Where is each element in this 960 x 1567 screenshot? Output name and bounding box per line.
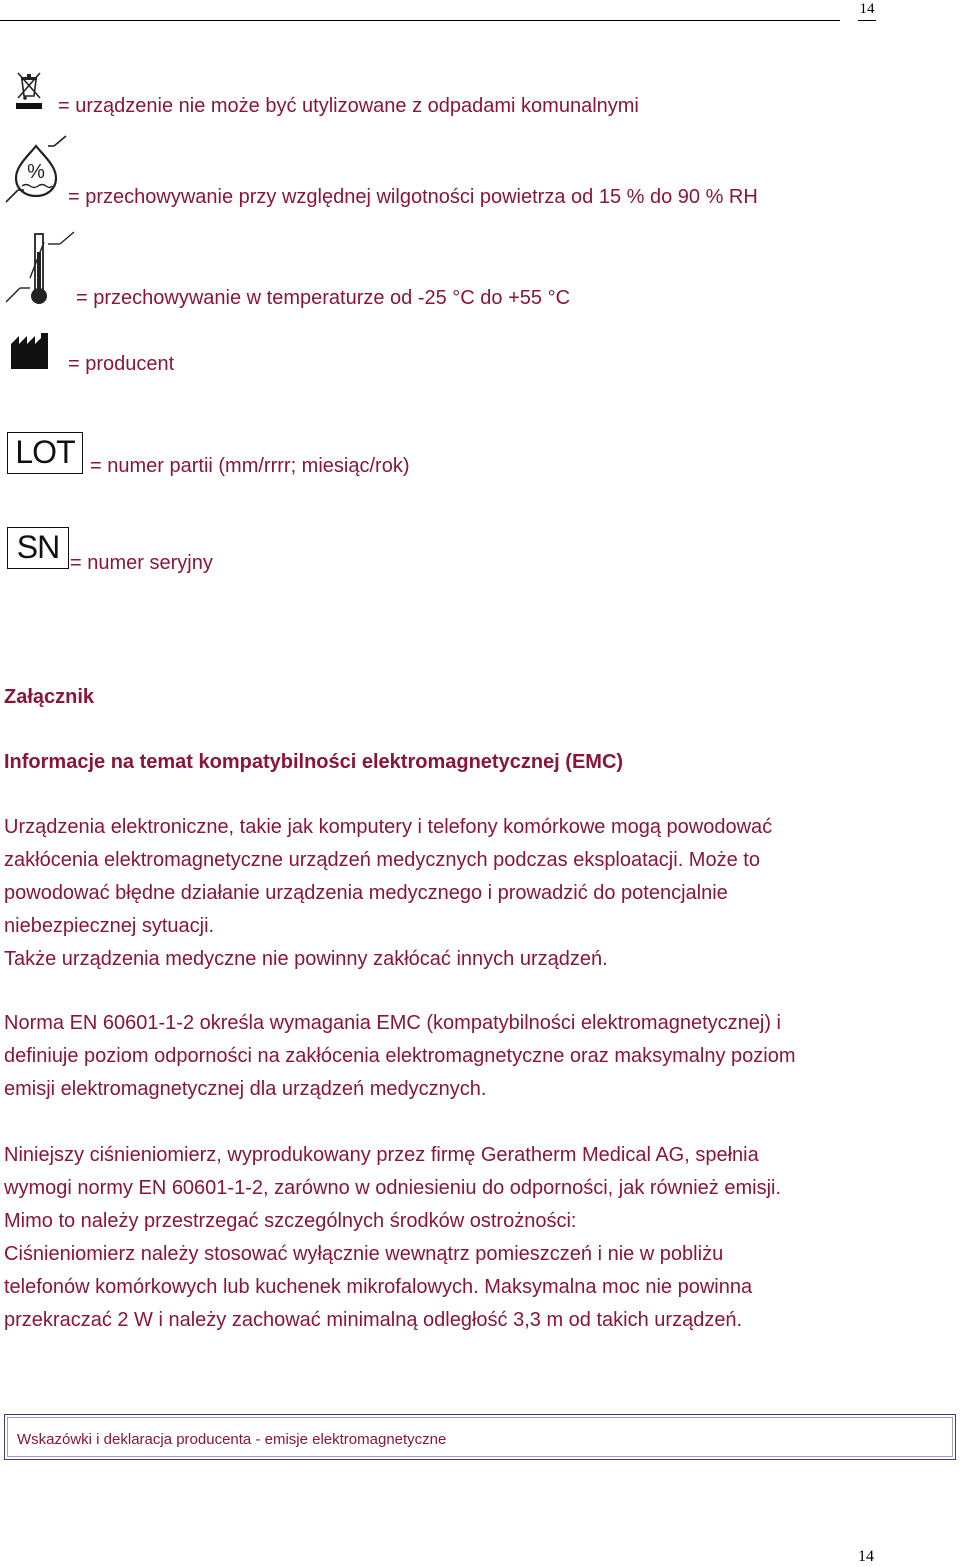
symbol-text-humidity: = przechowywanie przy względnej wilgotności powietrza od 15 % do 90 % RH xyxy=(68,186,758,208)
text-line: przekraczać 2 W i należy zachować minimalną odległość 3,3 m od takich urządzeń. xyxy=(4,1309,743,1331)
symbol-text-serial: = numer seryjny xyxy=(70,552,213,574)
annex-subtitle: Informacje na temat kompatybilności elektromagnetycznej (EMC) xyxy=(4,751,624,773)
humidity-limit-icon xyxy=(4,134,68,208)
text-line: Norma EN 60601-1-2 określa wymagania EMC (kompatybilności elektromagnetycznej) i xyxy=(4,1012,781,1034)
svg-text:%: % xyxy=(27,161,45,183)
table-title: Wskazówki i deklaracja producenta - emisje elektromagnetyczne xyxy=(17,1431,447,1448)
serial-number-icon: SN xyxy=(7,527,69,569)
crossed-bin-icon xyxy=(12,70,46,112)
text-line: powodować błędne działanie urządzenia medycznego i prowadzić do potencjalnie xyxy=(4,882,728,904)
text-line: Niniejszy ciśnieniomierz, wyprodukowany przez firmę Geratherm Medical AG, spełnia xyxy=(4,1144,759,1166)
temperature-limit-icon xyxy=(4,230,76,306)
page-number-bottom: 14 xyxy=(858,1548,874,1565)
symbol-text-disposal: = urządzenie nie może być utylizowane z odpadami komunalnymi xyxy=(58,95,639,117)
symbol-text-manufacturer: = producent xyxy=(68,353,175,375)
page-number-top: 14 xyxy=(858,0,876,21)
paragraph-emc-compliance xyxy=(4,1139,876,1337)
text-line: wymogi normy EN 60601-1-2, zarówno w odniesieniu do odporności, jak również emisji. xyxy=(4,1177,782,1199)
text-line: Także urządzenia medyczne nie powinny zakłócać innych urządzeń. xyxy=(4,948,608,970)
text-line: Mimo to należy przestrzegać szczególnych środków ostrożności: xyxy=(4,1210,577,1232)
text-line: emisji elektromagnetycznej dla urządzeń medycznych. xyxy=(4,1078,487,1100)
paragraph-emc-standard xyxy=(4,1007,876,1106)
emissions-table-header xyxy=(4,1414,956,1460)
text-line: definiuje poziom odporności na zakłócenia elektromagnetyczne oraz maksymalny poziom xyxy=(4,1045,796,1067)
paragraph-emc-intro xyxy=(4,811,876,976)
symbol-text-lot: = numer partii (mm/rrrr; miesiąc/rok) xyxy=(90,455,410,477)
manufacturer-icon xyxy=(10,332,52,370)
annex-title: Załącznik xyxy=(4,686,95,708)
lot-icon: LOT xyxy=(7,432,83,474)
text-line: niebezpiecznej sytuacji. xyxy=(4,915,215,937)
text-line: Ciśnieniomierz należy stosować wyłącznie wewnątrz pomieszczeń i nie w pobliżu xyxy=(4,1243,724,1265)
text-line: telefonów komórkowych lub kuchenek mikrofalowych. Maksymalna moc nie powinna xyxy=(4,1276,753,1298)
header-rule xyxy=(0,20,840,21)
text-line: zakłócenia elektromagnetyczne urządzeń medycznych podczas eksploatacji. Może to xyxy=(4,849,760,871)
symbol-text-temperature: = przechowywanie w temperaturze od -25 °C do +55 °C xyxy=(76,287,571,309)
text-line: Urządzenia elektroniczne, takie jak komputery i telefony komórkowe mogą powodować xyxy=(4,816,773,838)
